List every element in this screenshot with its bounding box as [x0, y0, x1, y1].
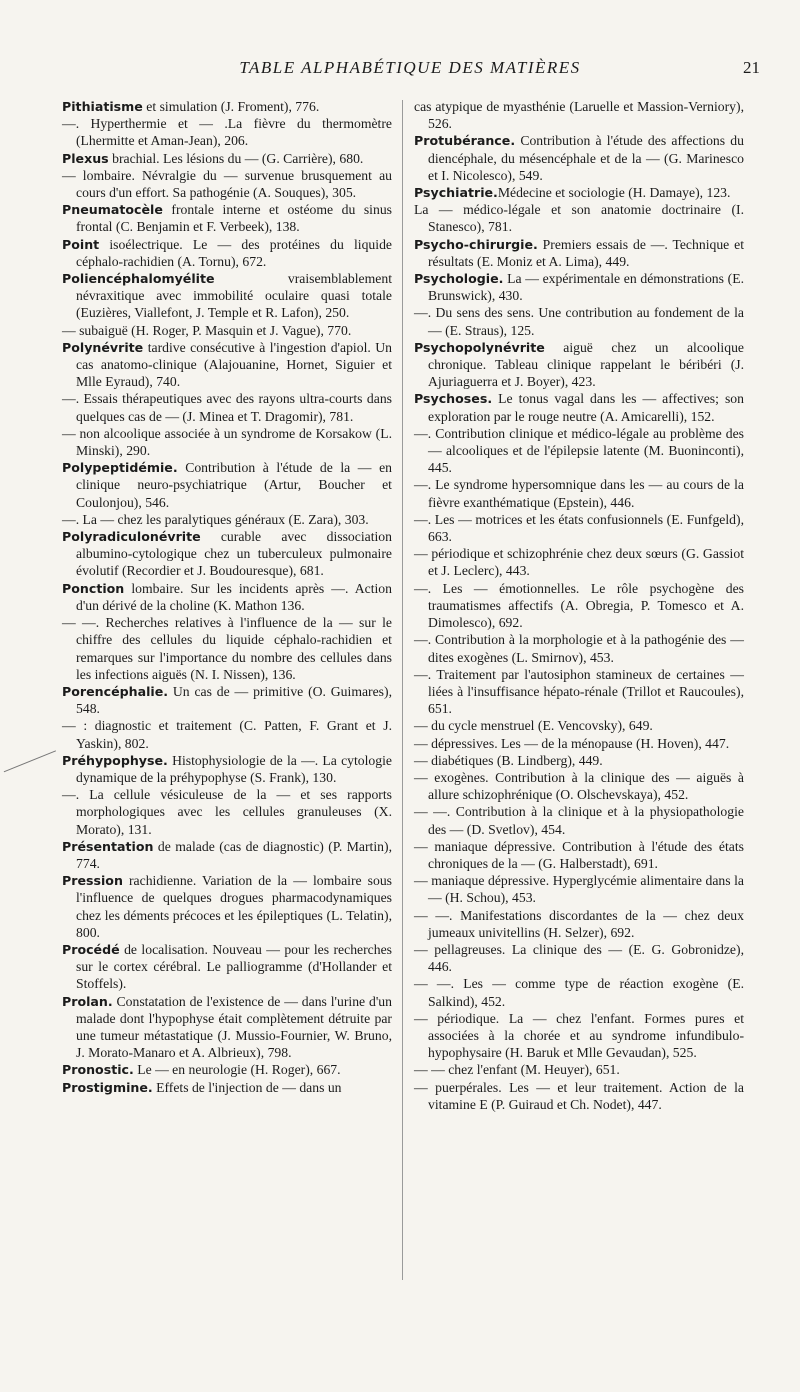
entry-text: — dépressives. Les — de la ménopause (H. Hoven), 447.: [414, 735, 730, 751]
index-column-right: [414, 98, 744, 1113]
entry-text: — pellagreuses. La clinique des — (E. G. Gobronidze), 446.: [414, 941, 744, 975]
entry-text: — —. Les — comme type de réaction exogène (E. Salkind), 452.: [414, 976, 744, 1009]
index-entry: [62, 390, 392, 424]
entry-text: — maniaque dépressive. Contribution à l'étude des états chroniques de la — (G. Halberstadt), 691.: [414, 838, 744, 871]
index-entry: [62, 459, 392, 511]
entry-text: — subaiguë (H. Roger, P. Masquin et J. Vague), 770.: [62, 322, 352, 338]
index-column-left: [62, 98, 392, 1096]
index-entry: [414, 476, 744, 510]
entry-text: — —. Contribution à la clinique et à la physiopathologie des — (D. Svetlov), 454.: [414, 804, 744, 837]
entry-text: Constatation de l'existence de — dans l'urine d'un malade dont l'hypophyse était complètement détruite par une tumeur métastatique (J. Mussio-Fournier, W. Bruno, J. Morato-Manaro et A. Albrieux), 798.: [76, 993, 392, 1061]
entry-text: —. Les — motrices et les états confusionnels (E. Funfgeld), 663.: [414, 511, 744, 545]
entry-text: —. La cellule vésiculeuse de la — et ses rapports morphologiques avec les cellules granuleuses (X. Morato), 131.: [62, 787, 392, 837]
index-entry: [414, 511, 744, 545]
entry-heading: Pithiatisme: [62, 99, 143, 114]
page-title: TABLE ALPHABÉTIQUE DES MATIÈRES: [239, 58, 581, 77]
entry-text: La — médico-légale et son anatomie doctrinaire (I. Stanesco), 781.: [414, 202, 744, 235]
entry-text: de malade (cas de diagnostic) (P. Martin), 774.: [76, 838, 392, 871]
entry-text: — —. Manifestations discordantes de la — chez deux jumeaux univitellins (H. Selzer), 692.: [414, 907, 744, 940]
entry-heading: Présentation: [62, 838, 154, 854]
index-entry: [62, 167, 392, 201]
index-entry: [414, 838, 744, 872]
running-header: [60, 58, 760, 82]
entry-text: cas atypique de myasthénie (Laruelle et Massion-Verniory), 526.: [414, 99, 744, 132]
index-entry: [414, 941, 744, 975]
entry-text: La — expérimentale en démonstrations (E. Brunswick), 430.: [428, 271, 744, 304]
index-entry: [62, 717, 392, 751]
entry-text: Contribution à l'étude des affections du diencéphale, du mésencéphale et de la — (G. Marinesco et I. Nicolesco), 549.: [428, 133, 744, 183]
index-entry: [62, 786, 392, 838]
index-entry: [62, 614, 392, 683]
index-entry: [414, 201, 744, 235]
entry-heading: Prolan.: [62, 993, 113, 1009]
entry-heading: Polynévrite: [62, 339, 144, 355]
index-entry: [414, 907, 744, 941]
entry-text: vraisemblablement névraxitique avec immobilité oculaire quasi totale (Euzières, Viallefont, J. Temple et R. Lafon), 250.: [76, 271, 392, 321]
index-entry: [414, 425, 744, 477]
entry-heading: Pneumatocèle: [62, 202, 163, 218]
entry-text: curable avec dissociation albumino-cytologique chez un tuberculeux pulmonaire évolutif (Recordier et J. Boudouresque), 681.: [76, 529, 392, 579]
index-entry: [62, 150, 392, 167]
entry-text: — puerpérales. Les — et leur traitement. Action de la vitamine E (P. Guiraud et Ch. Nodet), 447.: [414, 1079, 744, 1112]
entry-text: Histophysiologie de la —. La cytologie dynamique de la préhypophyse (S. Frank), 130.: [76, 752, 392, 785]
index-entry: [414, 752, 744, 769]
entry-text: de localisation. Nouveau — pour les recherches sur le cortex cérébral. Le palliogramme (d'Hollander et Stoffels).: [76, 941, 392, 992]
index-entry: [414, 132, 744, 184]
entry-text: Un cas de — primitive (O. Guimares), 548.: [76, 683, 392, 717]
entry-text: —. Essais thérapeutiques avec des rayons ultra-courts dans quelques cas de — (J. Minea et T. Dragomir), 781.: [62, 391, 392, 424]
index-entry: [62, 752, 392, 786]
entry-text: — — chez l'enfant (M. Heuyer), 651.: [414, 1062, 620, 1078]
index-entry: [414, 580, 744, 632]
index-entry: [414, 236, 744, 270]
index-entry: [62, 322, 392, 339]
entry-text: — diabétiques (B. Lindberg), 449.: [414, 752, 603, 768]
entry-heading: Psychoses.: [414, 391, 493, 407]
index-entry: [414, 184, 744, 201]
index-entry: [62, 270, 392, 322]
index-entry: [62, 838, 392, 872]
index-entry: [414, 872, 744, 906]
entry-text: —. Les — émotionnelles. Le rôle psychogène des traumatismes affectifs (A. Obregia, P. Tomesco et A. Dimolesco), 692.: [414, 580, 744, 631]
column-divider: [402, 100, 403, 1280]
index-entry: [414, 545, 744, 579]
entry-text: tardive consécutive à l'ingestion d'apiol. Un cas anatomo-clinique (Alajouanine, Hornet, Siguier et Mlle Eyraud), 740.: [76, 339, 392, 390]
entry-text: — exogènes. Contribution à la clinique des — aiguës à allure schizophrénique (O. Olschevskaya), 452.: [414, 769, 744, 803]
index-entry: [62, 580, 392, 614]
index-entry: [414, 975, 744, 1009]
index-entry: [62, 1061, 392, 1078]
entry-heading: Procédé: [62, 941, 120, 957]
entry-heading: Psychiatrie.: [414, 185, 498, 201]
index-entry: [62, 425, 392, 459]
entry-text: — non alcoolique associée à un syndrome de Korsakow (L. Minski), 290.: [62, 425, 392, 459]
index-entry: [62, 98, 392, 115]
entry-text: —. Contribution clinique et médico-légale au problème des — alcooliques et de l'épilepsie latente (M. Buoninconti), 445.: [414, 425, 744, 476]
entry-text: —. La — chez les paralytiques généraux (E. Zara), 303.: [62, 511, 369, 527]
index-entry: [414, 803, 744, 837]
entry-text: brachial. Les lésions du — (G. Carrière), 680.: [108, 150, 364, 166]
entry-text: lombaire. Sur les incidents après —. Action d'un dérivé de la choline (K. Mathon 136.: [76, 580, 392, 613]
entry-heading: Prostigmine.: [62, 1079, 153, 1095]
index-entry: [414, 769, 744, 803]
entry-text: Premiers essais de —. Technique et résultats (E. Moniz et A. Lima), 449.: [428, 236, 744, 269]
entry-text: — maniaque dépressive. Hyperglycémie alimentaire dans la — (H. Schou), 453.: [414, 873, 744, 906]
entry-heading: Psycho-chirurgie.: [414, 236, 538, 252]
index-entry: [414, 717, 744, 734]
entry-text: — périodique. La — chez l'enfant. Formes pures et associées à la chorée et au syndrome infundibulo-hypophysaire (H. Baruk et Mlle Gevaudan), 525.: [414, 1010, 744, 1061]
index-entry: [414, 1079, 744, 1113]
index-entry: [414, 98, 744, 132]
index-entry: [62, 872, 392, 941]
index-entry: [414, 1010, 744, 1062]
index-entry: [414, 270, 744, 304]
entry-text: isoélectrique. Le — des protéines du liquide céphalo-rachidien (A. Tornu), 672.: [76, 236, 392, 269]
index-entry: [414, 390, 744, 424]
index-entry: [414, 735, 744, 752]
index-entry: [62, 528, 392, 580]
entry-text: rachidienne. Variation de la — lombaire sous l'influence de quelques drogues pharmacodynamiques chez les déments précoces et les épileptiques (L. Telatin), 800.: [76, 873, 392, 940]
entry-heading: Poliencéphalomyélite: [62, 271, 215, 287]
entry-heading: Polypeptidémie.: [62, 460, 178, 476]
entry-text: frontale interne et ostéome du sinus frontal (C. Benjamin et F. Verbeek), 138.: [76, 202, 392, 235]
index-entry: [62, 201, 392, 235]
index-entry: [414, 304, 744, 338]
entry-heading: Préhypophyse.: [62, 752, 168, 768]
index-entry: [414, 666, 744, 718]
index-entry: [62, 1079, 392, 1096]
entry-text: —. Hyperthermie et — .La fièvre du thermomètre (Lhermitte et Aman-Jean), 206.: [62, 116, 392, 149]
entry-heading: Porencéphalie.: [62, 683, 169, 699]
index-entry: [62, 115, 392, 149]
index-entry: [62, 941, 392, 993]
index-entry: [62, 993, 392, 1062]
entry-text: — périodique et schizophrénie chez deux sœurs (G. Gassiot et J. Leclerc), 443.: [414, 546, 744, 579]
entry-text: Contribution à l'étude de la — en clinique neuro-psychiatrique (Artur, Boucher et Coulonjou), 546.: [76, 460, 392, 510]
margin-pencil-mark: [4, 750, 65, 792]
index-entry: [414, 339, 744, 391]
entry-heading: Ponction: [62, 580, 125, 596]
entry-heading: Psychopolynévrite: [414, 339, 545, 355]
entry-heading: Plexus: [62, 150, 109, 166]
index-entry: [62, 339, 392, 391]
entry-text: Médecine et sociologie (H. Damaye), 123.: [497, 185, 731, 201]
entry-heading: Pronostic.: [62, 1062, 134, 1078]
entry-text: Effets de l'injection de — dans un: [152, 1079, 342, 1095]
entry-text: —. Traitement par l'autosiphon stamineux de certaines — liées à l'insuffisance hépato-rénale (Trillot et Raucoules), 651.: [414, 666, 744, 717]
entry-text: — —. Recherches relatives à l'influence de la — sur le chiffre des cellules du liquide céphalo-rachidien et remarques sur l'importance du nombre des cellules dans les infections aiguës (N. I. Nissen), 136.: [62, 615, 392, 682]
entry-text: — lombaire. Névralgie du — survenue brusquement au cours d'un effort. Sa pathogénie (A. Souques), 305.: [62, 167, 392, 201]
entry-text: — du cycle menstruel (E. Vencovsky), 649.: [414, 718, 653, 734]
entry-text: — : diagnostic et traitement (C. Patten, F. Grant et J. Yaskin), 802.: [62, 718, 392, 751]
entry-heading: Protubérance.: [414, 133, 516, 149]
entry-text: —. Du sens des sens. Une contribution au fondement de la — (E. Straus), 125.: [414, 305, 744, 338]
entry-text: —. Contribution à la morphologie et à la pathogénie des — dites exogènes (L. Smirnov), 453.: [414, 632, 744, 665]
index-entry: [62, 236, 392, 270]
index-entry: [62, 683, 392, 717]
page-number: 21: [743, 58, 760, 77]
entry-text: Le — en neurologie (H. Roger), 667.: [133, 1062, 341, 1078]
entry-text: —. Le syndrome hypersomnique dans les — au cours de la fièvre exanthématique (Epstein), 446.: [414, 477, 744, 510]
index-entry: [414, 1061, 744, 1078]
entry-heading: Pression: [62, 873, 123, 889]
index-entry: [414, 631, 744, 665]
entry-heading: Point: [62, 236, 100, 252]
entry-heading: Polyradiculonévrite: [62, 529, 201, 545]
entry-text: aiguë chez un alcoolique chronique. Tableau clinique rappelant le béribéri (J. Ajuriaguerra et J. Boyer), 423.: [428, 339, 744, 390]
entry-heading: Psychologie.: [414, 271, 504, 287]
entry-text: Le tonus vagal dans les — affectives; son exploration par le rouge neutre (A. Amicarelli), 152.: [428, 391, 744, 424]
entry-text: et simulation (J. Froment), 776.: [142, 99, 320, 114]
index-entry: [62, 511, 392, 528]
